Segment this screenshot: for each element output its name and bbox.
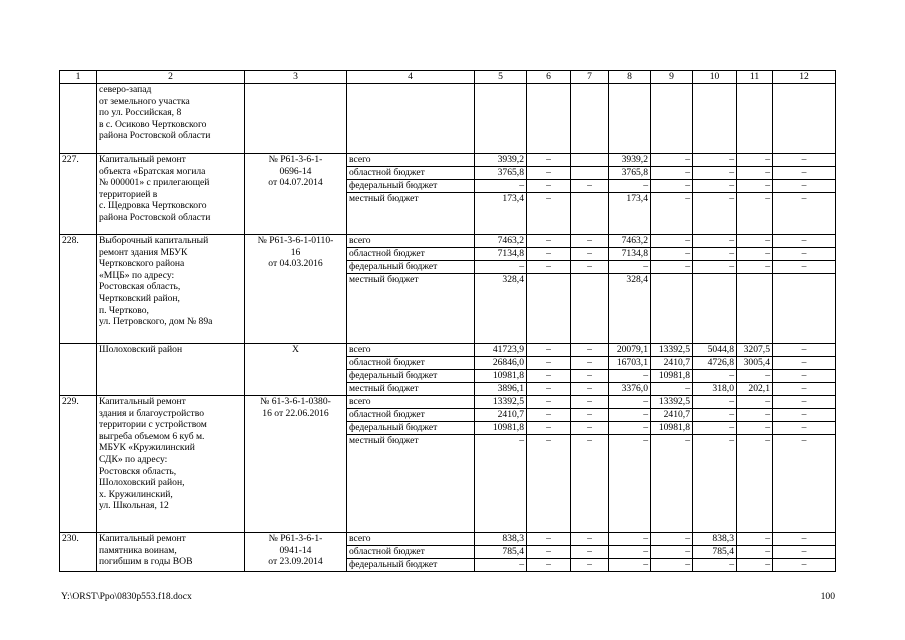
amount-cell: – — [651, 435, 693, 533]
amount-cell: – — [527, 396, 571, 409]
amount-cell: 2410,7 — [651, 357, 693, 370]
document-cell: Х — [245, 344, 347, 396]
funding-source-cell: всего — [347, 396, 475, 409]
amount-cell: – — [773, 193, 836, 235]
amount-cell: – — [527, 409, 571, 422]
amount-cell: – — [737, 193, 773, 235]
amount-cell: – — [527, 383, 571, 396]
amount-cell: – — [737, 422, 773, 435]
amount-cell: – — [527, 261, 571, 274]
column-number-cell: 3 — [245, 71, 347, 84]
amount-cell: 3939,2 — [609, 154, 651, 167]
amount-cell: – — [571, 435, 609, 533]
amount-cell: – — [693, 435, 737, 533]
amount-cell: 10981,8 — [475, 370, 527, 383]
amount-cell: – — [571, 559, 609, 572]
funding-source-cell: федеральный бюджет — [347, 261, 475, 274]
amount-cell: – — [527, 435, 571, 533]
amount-cell: – — [527, 422, 571, 435]
amount-cell: – — [737, 370, 773, 383]
column-number-cell: 12 — [773, 71, 836, 84]
table-row — [60, 84, 836, 154]
empty-cell — [651, 84, 693, 154]
column-number-cell: 1 — [60, 71, 97, 84]
funding-source-cell: местный бюджет — [347, 383, 475, 396]
amount-cell: 10981,8 — [475, 422, 527, 435]
amount-cell: 13392,5 — [651, 396, 693, 409]
row-number-cell — [60, 84, 97, 154]
amount-cell: – — [693, 409, 737, 422]
document-cell: № Р61-3-6-1- 0941-14 от 23.09.2014 — [245, 533, 347, 572]
document-cell: № 61-3-6-1-0380- 16 от 22.06.2016 — [245, 396, 347, 533]
amount-cell: – — [571, 546, 609, 559]
table-row — [60, 344, 836, 357]
amount-cell: – — [651, 559, 693, 572]
amount-cell: – — [737, 409, 773, 422]
amount-cell: 785,4 — [475, 546, 527, 559]
column-number-cell: 11 — [737, 71, 773, 84]
amount-cell: 3939,2 — [475, 154, 527, 167]
amount-cell: 173,4 — [609, 193, 651, 235]
amount-cell: 3765,8 — [609, 167, 651, 180]
row-number-cell — [60, 344, 97, 396]
amount-cell: – — [693, 261, 737, 274]
table-row — [60, 235, 836, 248]
amount-cell: – — [693, 248, 737, 261]
document-cell: № Р61-3-6-1-0110- 16 от 04.03.2016 — [245, 235, 347, 344]
amount-cell: – — [693, 154, 737, 167]
funding-source-cell: областной бюджет — [347, 409, 475, 422]
amount-cell: 838,3 — [475, 533, 527, 546]
amount-cell: – — [773, 261, 836, 274]
amount-cell — [737, 274, 773, 344]
amount-cell: 3005,4 — [737, 357, 773, 370]
amount-cell — [651, 274, 693, 344]
amount-cell: – — [527, 154, 571, 167]
amount-cell: – — [475, 261, 527, 274]
amount-cell: – — [609, 370, 651, 383]
amount-cell: – — [609, 180, 651, 193]
amount-cell: 5044,8 — [693, 344, 737, 357]
object-name-cell: Капитальный ремонт здания и благоустройство территории с устройством выгреба объемом 6 куб м. МБУК «Кружилинский СДК» по адресу: Ростовскя область, Шолоховский район, х. Кружилинский, ул. Школьная, 12 — [97, 396, 245, 533]
footer-file-path: Y:\ORST\Ppo\0830p553.f18.docx — [61, 591, 192, 602]
amount-cell — [527, 274, 571, 344]
funding-source-cell: областной бюджет — [347, 357, 475, 370]
amount-cell: 13392,5 — [651, 344, 693, 357]
empty-cell — [693, 84, 737, 154]
empty-cell — [527, 84, 571, 154]
amount-cell: 7463,2 — [475, 235, 527, 248]
amount-cell: 3765,8 — [475, 167, 527, 180]
amount-cell — [571, 154, 609, 167]
object-name-cell: Выборочный капитальный ремонт здания МБУК Чертковского района «МЦБ» по адресу: Ростовская область, Чертковский район, п. Чертково, ул. Петровского, дом № 89а — [97, 235, 245, 344]
column-number-cell: 2 — [97, 71, 245, 84]
funding-source-cell: федеральный бюджет — [347, 180, 475, 193]
amount-cell: 838,3 — [693, 533, 737, 546]
table-row — [60, 154, 836, 167]
amount-cell: – — [773, 396, 836, 409]
amount-cell: – — [737, 154, 773, 167]
funding-source-cell: местный бюджет — [347, 193, 475, 235]
amount-cell: – — [737, 396, 773, 409]
amount-cell: 785,4 — [693, 546, 737, 559]
funding-source-cell: всего — [347, 344, 475, 357]
amount-cell — [773, 274, 836, 344]
row-number-cell: 229. — [60, 396, 97, 533]
amount-cell: – — [609, 435, 651, 533]
amount-cell: 7463,2 — [609, 235, 651, 248]
empty-cell — [571, 84, 609, 154]
amount-cell: – — [737, 435, 773, 533]
amount-cell: – — [773, 248, 836, 261]
amount-cell: – — [737, 180, 773, 193]
amount-cell: – — [651, 167, 693, 180]
table-row — [60, 533, 836, 546]
object-name-cell: Шолоховский район — [97, 344, 245, 396]
empty-cell — [245, 84, 347, 154]
amount-cell: – — [527, 370, 571, 383]
amount-cell: – — [571, 261, 609, 274]
amount-cell: 318,0 — [693, 383, 737, 396]
object-name-cell: северо-запад от земельного участка по ул. Российская, 8 в с. Осиково Чертковского района Ростовской области — [97, 84, 245, 154]
amount-cell: – — [773, 422, 836, 435]
amount-cell: – — [651, 383, 693, 396]
amount-cell: 10981,8 — [651, 370, 693, 383]
empty-cell — [609, 84, 651, 154]
funding-source-cell: областной бюджет — [347, 167, 475, 180]
amount-cell: – — [571, 235, 609, 248]
amount-cell: – — [571, 383, 609, 396]
column-number-cell: 10 — [693, 71, 737, 84]
empty-cell — [773, 84, 836, 154]
amount-cell: – — [693, 235, 737, 248]
amount-cell: 13392,5 — [475, 396, 527, 409]
amount-cell: 3896,1 — [475, 383, 527, 396]
funding-source-cell: федеральный бюджет — [347, 422, 475, 435]
amount-cell: – — [651, 533, 693, 546]
amount-cell: – — [475, 435, 527, 533]
amount-cell: – — [773, 370, 836, 383]
amount-cell: – — [651, 546, 693, 559]
amount-cell: – — [651, 235, 693, 248]
page-number: 100 — [820, 591, 835, 602]
column-number-cell: 6 — [527, 71, 571, 84]
amount-cell: – — [651, 180, 693, 193]
amount-cell: – — [693, 370, 737, 383]
document-cell: № Р61-3-6-1- 0696-14 от 04.07.2014 — [245, 154, 347, 235]
row-number-cell: 228. — [60, 235, 97, 344]
amount-cell: – — [571, 370, 609, 383]
amount-cell: – — [693, 193, 737, 235]
amount-cell: – — [527, 248, 571, 261]
amount-cell: – — [527, 193, 571, 235]
row-number-cell: 227. — [60, 154, 97, 235]
amount-cell: – — [571, 422, 609, 435]
empty-cell — [737, 84, 773, 154]
amount-cell: – — [609, 409, 651, 422]
amount-cell: – — [571, 409, 609, 422]
amount-cell: – — [773, 383, 836, 396]
amount-cell: 7134,8 — [475, 248, 527, 261]
amount-cell: – — [737, 248, 773, 261]
amount-cell — [571, 167, 609, 180]
amount-cell: – — [527, 357, 571, 370]
amount-cell: – — [737, 559, 773, 572]
amount-cell: 4726,8 — [693, 357, 737, 370]
column-number-cell: 7 — [571, 71, 609, 84]
amount-cell: – — [609, 533, 651, 546]
funding-source-cell: местный бюджет — [347, 435, 475, 533]
empty-cell — [475, 84, 527, 154]
amount-cell: – — [527, 559, 571, 572]
amount-cell: – — [773, 546, 836, 559]
amount-cell — [571, 193, 609, 235]
amount-cell: – — [651, 193, 693, 235]
funding-source-cell: федеральный бюджет — [347, 559, 475, 572]
amount-cell: – — [571, 180, 609, 193]
amount-cell: – — [693, 396, 737, 409]
amount-cell: 202,1 — [737, 383, 773, 396]
column-number-cell: 4 — [347, 71, 475, 84]
funding-source-cell: всего — [347, 533, 475, 546]
amount-cell: – — [773, 409, 836, 422]
column-number-cell: 9 — [651, 71, 693, 84]
amount-cell: – — [693, 167, 737, 180]
amount-cell: – — [527, 235, 571, 248]
amount-cell: 328,4 — [609, 274, 651, 344]
amount-cell: – — [773, 435, 836, 533]
row-number-cell: 230. — [60, 533, 97, 572]
amount-cell: – — [609, 546, 651, 559]
amount-cell: – — [693, 422, 737, 435]
amount-cell: – — [527, 180, 571, 193]
amount-cell: 173,4 — [475, 193, 527, 235]
amount-cell: – — [475, 559, 527, 572]
funding-source-cell: всего — [347, 235, 475, 248]
amount-cell: – — [693, 559, 737, 572]
amount-cell: – — [571, 396, 609, 409]
table-row — [60, 396, 836, 409]
amount-cell — [571, 274, 609, 344]
amount-cell: – — [737, 235, 773, 248]
amount-cell: – — [571, 533, 609, 546]
amount-cell: – — [609, 261, 651, 274]
amount-cell: – — [773, 533, 836, 546]
amount-cell: 3207,5 — [737, 344, 773, 357]
amount-cell: – — [651, 261, 693, 274]
amount-cell: – — [609, 559, 651, 572]
amount-cell: – — [609, 396, 651, 409]
amount-cell: 328,4 — [475, 274, 527, 344]
amount-cell: 10981,8 — [651, 422, 693, 435]
amount-cell: – — [651, 248, 693, 261]
amount-cell: – — [773, 559, 836, 572]
header-row — [60, 71, 836, 84]
amount-cell: – — [737, 546, 773, 559]
amount-cell: – — [737, 533, 773, 546]
amount-cell: – — [773, 167, 836, 180]
amount-cell: 26846,0 — [475, 357, 527, 370]
amount-cell: 41723,9 — [475, 344, 527, 357]
amount-cell: – — [571, 344, 609, 357]
amount-cell: 20079,1 — [609, 344, 651, 357]
amount-cell — [693, 274, 737, 344]
amount-cell: – — [773, 235, 836, 248]
amount-cell: – — [773, 344, 836, 357]
amount-cell: – — [527, 546, 571, 559]
amount-cell: – — [773, 154, 836, 167]
amount-cell: – — [773, 180, 836, 193]
amount-cell: 16703,1 — [609, 357, 651, 370]
amount-cell: – — [527, 533, 571, 546]
amount-cell: – — [651, 154, 693, 167]
column-number-cell: 8 — [609, 71, 651, 84]
amount-cell: – — [737, 261, 773, 274]
amount-cell: 2410,7 — [651, 409, 693, 422]
amount-cell: 3376,0 — [609, 383, 651, 396]
funding-source-cell: местный бюджет — [347, 274, 475, 344]
funding-source-cell: областной бюджет — [347, 248, 475, 261]
amount-cell: – — [571, 357, 609, 370]
budget-table — [59, 70, 836, 572]
amount-cell: – — [693, 180, 737, 193]
column-number-cell: 5 — [475, 71, 527, 84]
amount-cell: – — [527, 344, 571, 357]
amount-cell: – — [609, 422, 651, 435]
empty-cell — [347, 84, 475, 154]
funding-source-cell: областной бюджет — [347, 546, 475, 559]
object-name-cell: Капитальный ремонт памятника воинам, погибшим в годы ВОВ — [97, 533, 245, 572]
amount-cell: – — [737, 167, 773, 180]
amount-cell: 2410,7 — [475, 409, 527, 422]
amount-cell: 7134,8 — [609, 248, 651, 261]
amount-cell: – — [475, 180, 527, 193]
amount-cell: – — [571, 248, 609, 261]
amount-cell: – — [527, 167, 571, 180]
funding-source-cell: федеральный бюджет — [347, 370, 475, 383]
object-name-cell: Капитальный ремонт объекта «Братская могила № 000001» с прилегающей территорией в с. Щедровка Чертковского района Ростовской области — [97, 154, 245, 235]
amount-cell: – — [773, 357, 836, 370]
funding-source-cell: всего — [347, 154, 475, 167]
